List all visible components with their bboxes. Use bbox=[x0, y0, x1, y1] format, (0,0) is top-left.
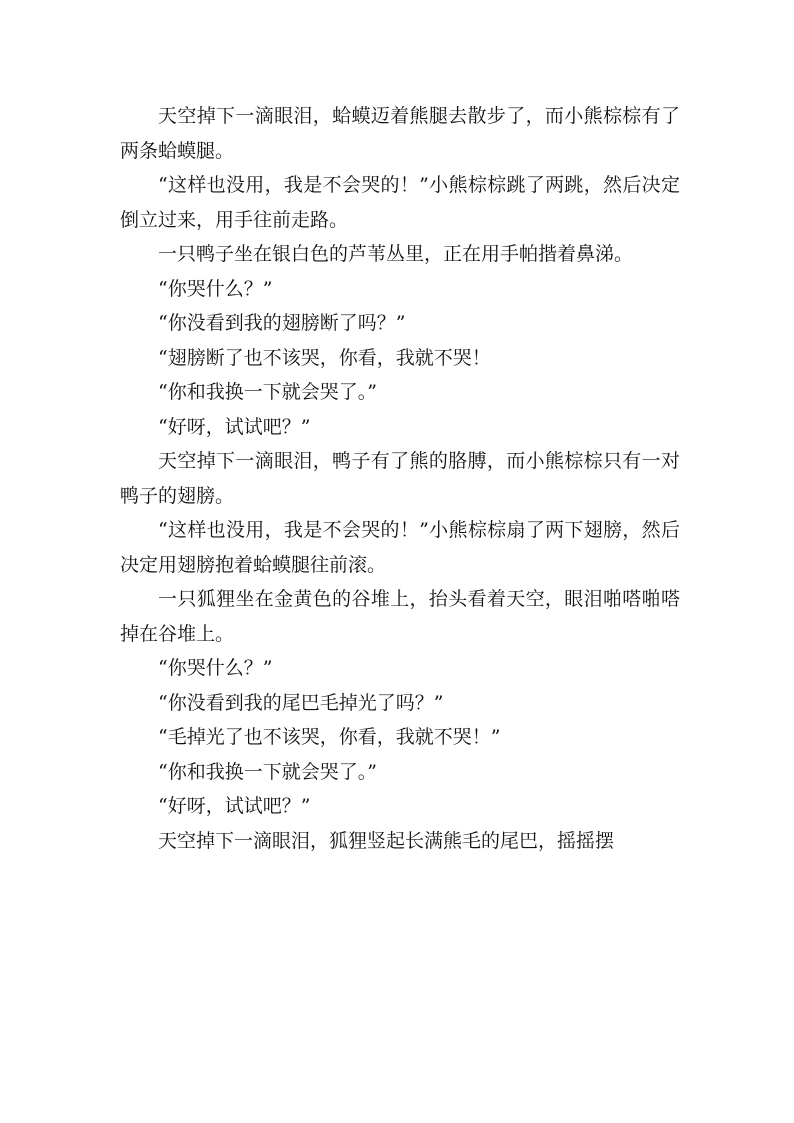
paragraph: 天空掉下一滴眼泪，鸭子有了熊的胳膊，而小熊棕棕只有一对鸭子的翅膀。 bbox=[120, 450, 680, 507]
paragraph: “你哭什么？” bbox=[158, 657, 273, 679]
paragraph: “你没看到我的尾巴毛掉光了吗？” bbox=[158, 691, 444, 714]
paragraph: “毛掉光了也不该哭，你看，我就不哭！” bbox=[158, 726, 501, 748]
paragraph: “好呀，试试吧？” bbox=[158, 795, 311, 817]
paragraph: “你哭什么？” bbox=[158, 277, 273, 300]
paragraph: “这样也没用，我是不会哭的！”小熊棕棕跳了两跳，然后决定倒立过来，用手往前走路。 bbox=[120, 174, 680, 231]
story-text bbox=[120, 99, 680, 858]
paragraph: 天空掉下一滴眼泪，狐狸竖起长满熊毛的尾巴，摇摇摆 bbox=[158, 829, 615, 852]
paragraph: “你和我换一下就会哭了。” bbox=[158, 760, 377, 783]
paragraph: “你没看到我的翅膀断了吗？” bbox=[158, 312, 406, 334]
paragraph: “好呀，试试吧？” bbox=[158, 415, 311, 438]
paragraph: 一只鸭子坐在银白色的芦苇丛里，正在用手帕揩着鼻涕。 bbox=[158, 243, 634, 265]
paragraph: “你和我换一下就会哭了。” bbox=[158, 381, 377, 403]
paragraph: 天空掉下一滴眼泪，蛤蟆迈着熊腿去散步了，而小熊棕棕有了两条蛤蟆腿。 bbox=[120, 105, 680, 162]
paragraph: “翅膀断了也不该哭，你看，我就不哭！ bbox=[158, 346, 491, 369]
paragraph: “这样也没用，我是不会哭的！”小熊棕棕扇了两下翅膀，然后决定用翅膀抱着蛤蟆腿往前滚。 bbox=[120, 519, 680, 576]
paragraph: 一只狐狸坐在金黄色的谷堆上，抬头看着天空，眼泪啪嗒啪嗒掉在谷堆上。 bbox=[120, 588, 680, 645]
